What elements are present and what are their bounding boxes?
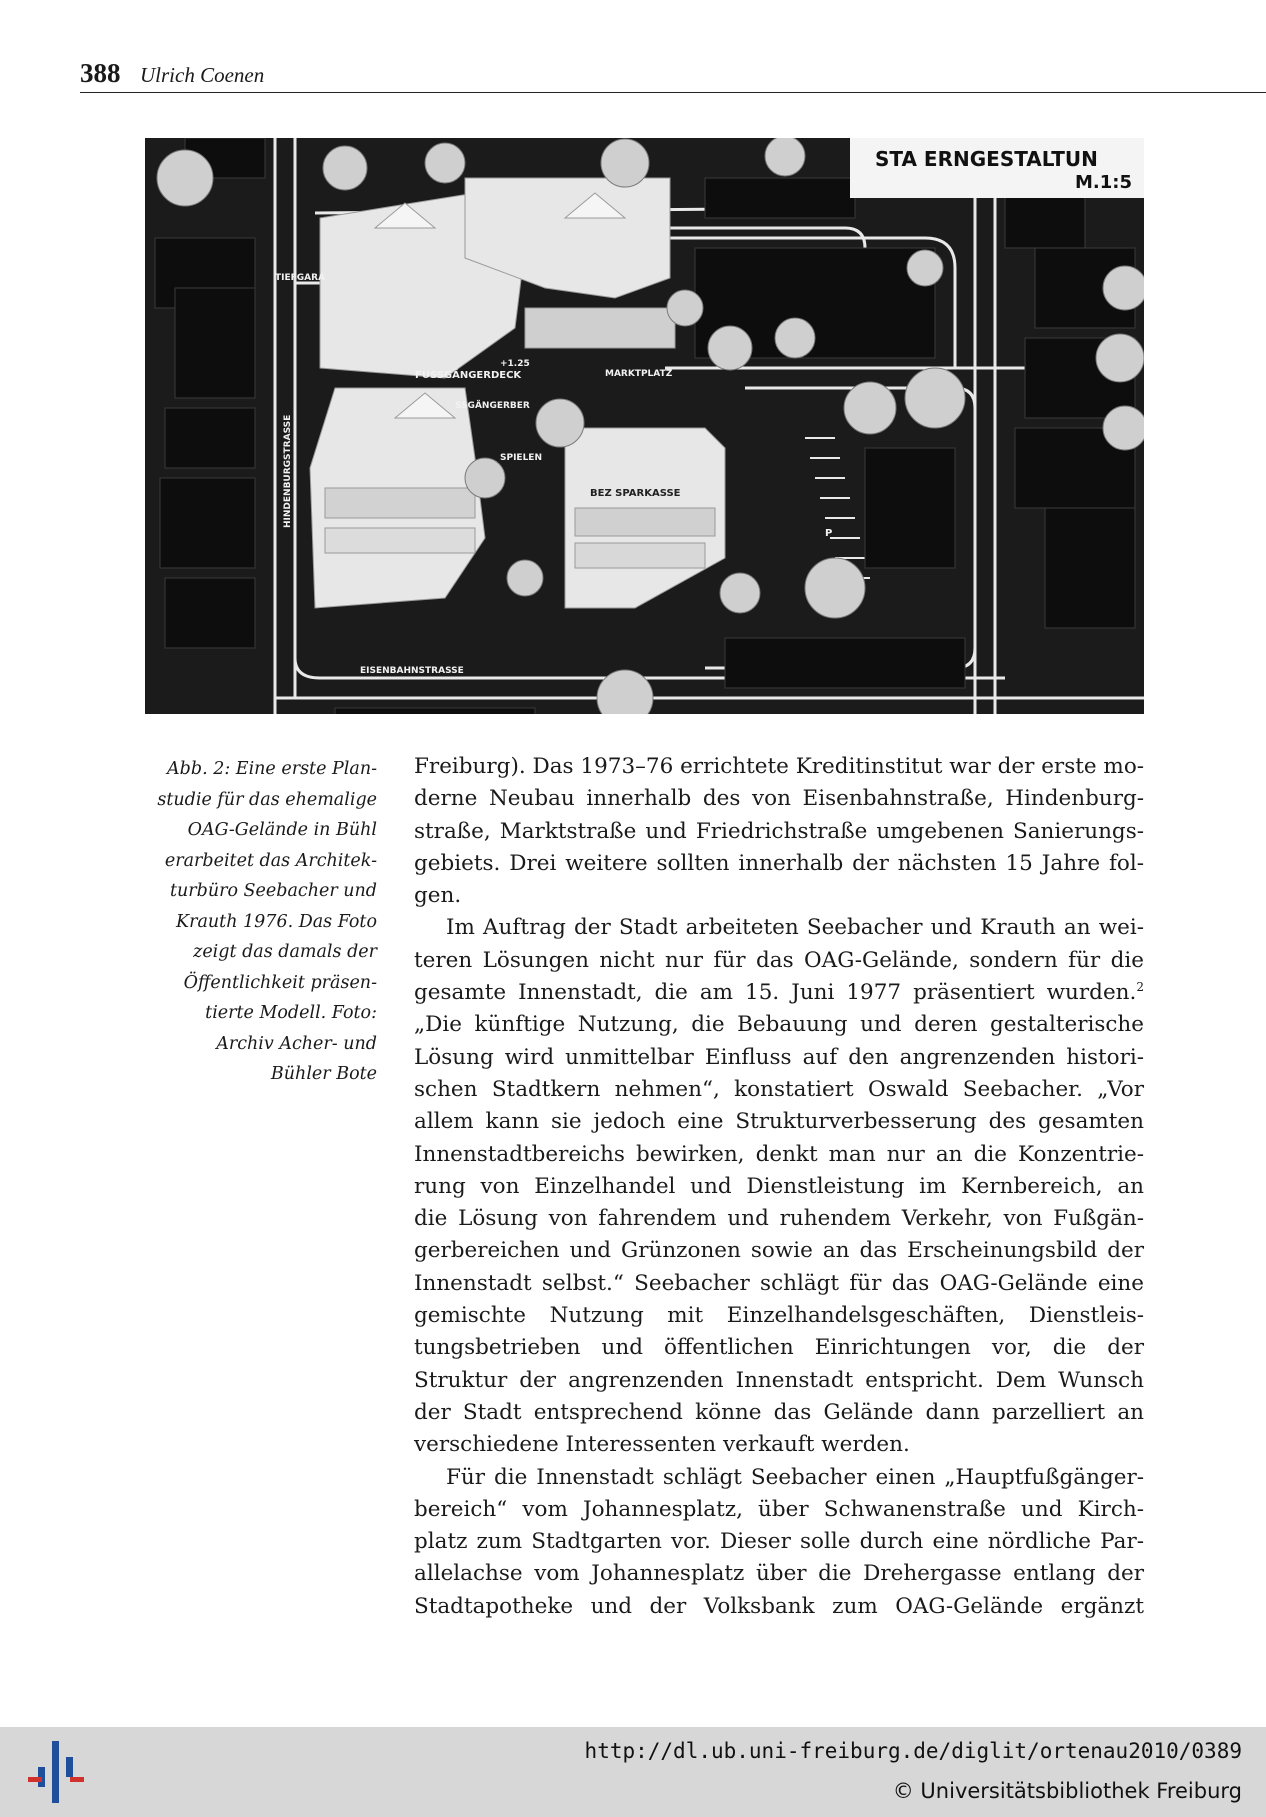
caption-line: OAG-Gelände in Bühl <box>187 820 377 840</box>
label-parking: P <box>825 528 833 539</box>
running-header <box>80 58 1266 93</box>
label-marktplatz: MARKTPLATZ <box>605 369 673 379</box>
footnote-mark[interactable]: 2 <box>1136 979 1144 994</box>
text-line: tungsbetrieben und öffentlichen Einrichtungen vor, die der <box>414 1335 1144 1361</box>
text-line: gebiets. Drei weitere sollten innerhalb der nächsten 15 Jahre fol- <box>414 850 1144 876</box>
text-line: allem kann sie jedoch eine Strukturverbesserung des gesamten <box>414 1109 1144 1135</box>
text-line: der Stadt entsprechend könne das Gelände dann parzelliert an <box>414 1399 1144 1425</box>
label-level: +1.25 <box>500 359 530 369</box>
text-line-with-footnote <box>414 977 1144 1009</box>
copyright-notice: © Universitätsbibliothek Freiburg <box>892 1779 1242 1803</box>
text-line: straße, Marktstraße und Friedrichstraße umgebenen Sanierungs- <box>414 818 1144 844</box>
text-line: Für die Innenstadt schlägt Seebacher einen „Hauptfußgänger- <box>446 1464 1144 1490</box>
label-spielen: SPIELEN <box>500 453 542 463</box>
caption-line: erarbeitet das Architek- <box>164 850 377 871</box>
text-line: bereich“ vom Johannesplatz, über Schwanenstraße und Kirch- <box>414 1496 1144 1522</box>
label-fussgaengerbereich: SSGÄNGERBER <box>455 401 530 411</box>
model-photo-illustration <box>145 138 1144 714</box>
text-line: gerbereichen und Grünzonen sowie an das Erscheinungsbild der <box>414 1238 1144 1264</box>
label-sparkasse: BEZ SPARKASSE <box>590 488 681 499</box>
model-photo <box>145 138 1144 714</box>
caption-line: turbüro Seebacher und <box>169 881 377 901</box>
text-line: Im Auftrag der Stadt arbeiteten Seebacher und Krauth an wei- <box>446 915 1144 941</box>
digitization-url[interactable]: http://dl.ub.uni-freiburg.de/diglit/ortenau2010/0389 <box>584 1739 1242 1763</box>
text-line: verschiedene Interessenten verkauft werden. <box>414 1432 910 1458</box>
text-line: derne Neubau innerhalb des von Eisenbahnstraße, Hindenburg- <box>414 786 1144 812</box>
text-line: schen Stadtkern nehmen“, konstatiert Oswald Seebacher. „Vor <box>414 1076 1144 1102</box>
text-line: gen. <box>414 883 462 909</box>
text-line: Freiburg). Das 1973–76 errichtete Kreditinstitut war der erste mo- <box>414 754 1145 779</box>
text-line: Innenstadt selbst.“ Seebacher schlägt für das OAG-Gelände eine <box>414 1270 1144 1296</box>
text-line: gesamte Innenstadt, die am 15. Juni 1977 präsentiert wurden. <box>414 980 1137 1006</box>
text-line: die Lösung von fahrendem und ruhendem Verkehr, von Fußgän- <box>414 1206 1144 1232</box>
text-line: rung von Einzelhandel und Dienstleistung im Kernbereich, an <box>414 1173 1144 1199</box>
page-number: 388 <box>80 58 121 88</box>
text-line: allelachse vom Johannesplatz über die Drehergasse entlang der <box>414 1561 1144 1587</box>
label-fussgaengerdeck: FUSSGÄNGERDECK <box>415 370 522 381</box>
caption-line: Öffentlichkeit präsen- <box>183 972 377 993</box>
figure-caption <box>130 754 377 1090</box>
label-hindenburgstrasse: HINDENBURGSTRASSE <box>283 414 293 528</box>
caption-line: Bühler Bote <box>270 1064 377 1084</box>
label-eisenbahnstrasse: EISENBAHNSTRASSE <box>360 666 464 676</box>
caption-line: Abb. 2: Eine erste Plan- <box>167 759 377 779</box>
text-line: Innenstadtbereichs bewirken, denkt man nur an die Konzentrie- <box>414 1141 1144 1167</box>
caption-line: zeigt das damals der <box>193 942 377 962</box>
footer-bar <box>0 1727 1266 1817</box>
running-head-author: Ulrich Coenen <box>140 63 265 87</box>
body-text <box>414 751 1144 1623</box>
text-line: platz zum Stadtgarten vor. Dieser solle durch eine nördliche Par- <box>414 1529 1144 1555</box>
sign-line2: M.1:5 <box>1075 172 1132 193</box>
text-line: „Die künftige Nutzung, die Bebauung und deren gestalterische <box>414 1012 1144 1038</box>
label-tiefgarage: TIEFGARA <box>275 273 326 283</box>
text-line: Struktur der angrenzenden Innenstadt entspricht. Dem Wunsch <box>414 1367 1144 1393</box>
caption-line: tierte Modell. Foto: <box>205 1003 377 1023</box>
ub-freiburg-logo-icon <box>26 1737 86 1807</box>
caption-line: Archiv Acher- und <box>216 1033 377 1054</box>
text-line: gemischte Nutzung mit Einzelhandelsgeschäften, Dienstleis- <box>414 1303 1144 1329</box>
caption-line: Krauth 1976. Das Foto <box>176 911 377 932</box>
sign-line1: STA ERNGESTALTUN <box>875 147 1098 171</box>
caption-line: studie für das ehemalige <box>157 789 377 810</box>
text-line: Lösung wird unmittelbar Einfluss auf den angrenzenden histori- <box>414 1044 1144 1070</box>
text-line: teren Lösungen nicht nur für das OAG-Gelände, sondern für die <box>414 947 1144 973</box>
text-line: Stadtapotheke und der Volksbank zum OAG-Gelände ergänzt <box>414 1593 1144 1619</box>
